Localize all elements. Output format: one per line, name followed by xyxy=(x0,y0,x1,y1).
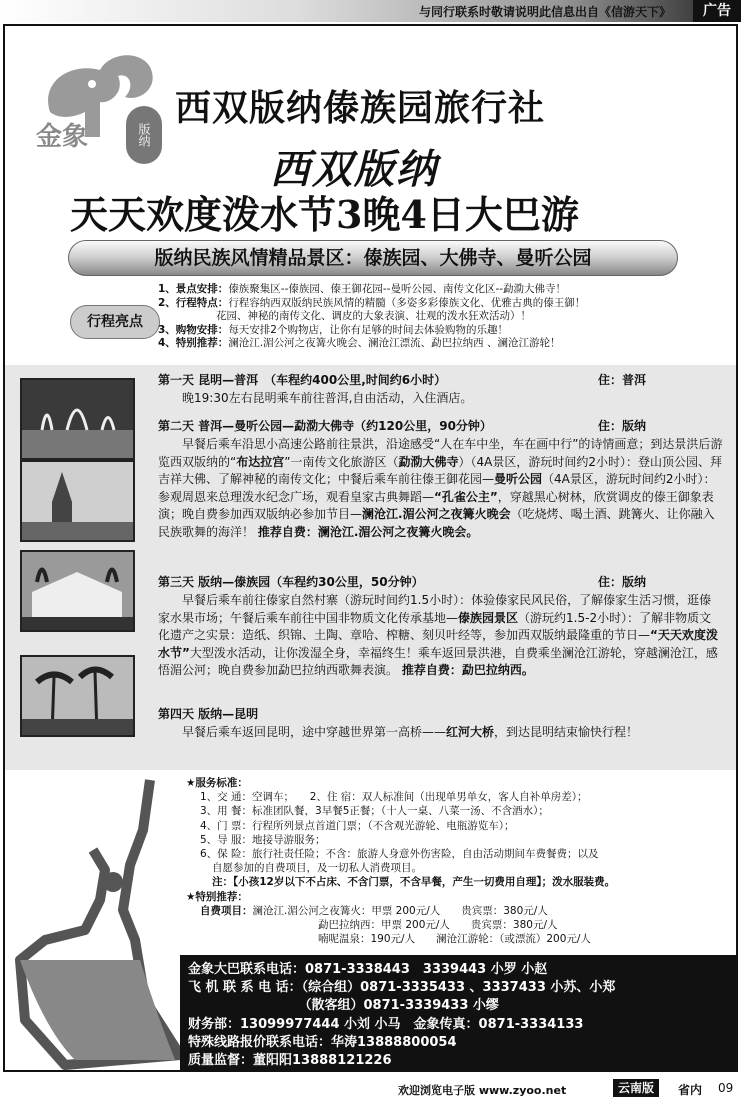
selfpay-line: 自费项目：澜沧江.湄公河之夜篝火：甲票 200元/人 贵宾票：380元/人 xyxy=(200,904,548,917)
contact-line: 财务部：13099977444 小刘 小马 金象传真：0871-3334133 xyxy=(188,1016,584,1032)
selfpay-line: 喃呢温泉：190元/人 澜沧江游轮：（或漂流）200元/人 xyxy=(318,933,591,946)
scenic-ribbon xyxy=(68,240,678,276)
recommend-title: ★特别推荐： xyxy=(186,890,248,903)
day-2-body: 早餐后乘车沿思小高速公路前往景洪，沿途感受“人在车中坐，车在画中行”的诗情画意；到达景洪后游览西双版纳的“布达拉宫”一南传文化旅游区（勐泐大佛寺）（4A景区，游玩时间约2小时）：登山顶公园、拜吉祥大佛、了解神秘的南传文化；中餐后乘车前往傣王御花园—曼听公园（4A景区，游玩时间约2小时）：参观周恩来总理泼水纪念广场，观看皇家古典舞蹈—“孔雀公主”，穿越黑心树林，欣赏调皮的傣王御象表演；晚自费参加西双版纳必参加节目—澜沧江.湄公河之夜篝火晚会（吃烧烤、喝土酒、跳篝火、让你融入民族歌舞的海洋！ 推荐自费：澜沧江.湄公河之夜篝火晚会。 xyxy=(158,437,723,539)
top-banner xyxy=(0,0,741,22)
service-note: 注：【小孩12岁以下不占床、不含门票，不含早餐，产生一切费用自理】；泼水服装费。 xyxy=(212,876,616,889)
services-title: ★服务标准： xyxy=(186,777,248,789)
day-1-body: 晚19:30左右昆明乘车前往普洱,自由活动，入住酒店。 xyxy=(182,391,473,405)
dai-village-photo xyxy=(20,550,135,632)
day-1-title: 第一天 昆明—普洱 （车程约400公里,时间约6小时） xyxy=(158,373,447,387)
highlight-item: 3、购物安排：每天安排2个购物店，让你有足够的时间去体验购物的乐趣！ xyxy=(158,323,508,336)
logo-badge: 版纳 xyxy=(126,106,162,164)
page-footer xyxy=(0,1074,741,1100)
day-3-title: 第三天 版纳—傣族园（车程约30公里，50分钟） xyxy=(158,575,424,589)
day-2-title: 第二天 普洱—曼听公园—勐泐大佛寺（约120公里，90分钟） xyxy=(158,419,492,433)
day-4-title: 第四天 版纳—昆明 xyxy=(158,707,259,721)
day-4-body: 早餐后乘车返回昆明，途中穿越世界第一高桥——红河大桥，到达昆明结束愉快行程！ xyxy=(182,725,639,739)
service-line: 自愿参加的自费项目，及一切私人消费项目。 xyxy=(212,862,422,875)
service-line: 1、交 通：空调车； 2、住 宿：双人标准间（出现单男单女，客人自补单房差）； xyxy=(200,791,588,804)
source-notice: 与同行联系时敬请说明此信息出自《信游天下》 xyxy=(418,5,671,19)
agency-name: 西双版纳傣族园旅行社 xyxy=(175,88,546,129)
day-1-stay: 住：普洱 xyxy=(598,373,647,387)
selfpay-line: 勐巴拉纳西：甲票 200元/人 贵宾票：380元/人 xyxy=(318,919,558,932)
service-line: 6、保 险：旅行社责任险；不含：旅游人身意外伤害险，自由活动期间车费餐费；以及 xyxy=(200,848,599,861)
highlight-item: 花园、神秘的南传文化、调皮的大象表演、壮观的泼水狂欢活动）！ xyxy=(216,310,531,322)
day-3 xyxy=(158,574,723,680)
day-2-stay: 住：版纳 xyxy=(598,419,647,433)
contact-line: 金象大巴联系电话：0871-3338443 3339443 小罗 小赵 xyxy=(188,962,548,977)
highlight-item: 4、特别推荐：澜沧江.湄公河之夜篝火晚会、澜沧江漂流、勐巴拉纳西 、澜沧江游轮！ xyxy=(158,337,561,349)
temple-photo xyxy=(20,460,135,542)
contact-line: 质量监督：董阳阳13888121226 xyxy=(188,1053,392,1069)
footer-section: 省内 xyxy=(678,1083,703,1097)
contact-line: 飞 机 联 系 电 话：（综合组）0871-3335433 、3337433 小苏、小郑 xyxy=(188,980,616,996)
contact-line: 特殊线路报价联系电话：华涛13888800054 xyxy=(188,1034,457,1050)
script-title: 西双版纳 xyxy=(270,146,438,193)
service-line: 3、用 餐：标准团队餐，3早餐5正餐；（十人一桌、八菜一汤、不含酒水）； xyxy=(200,805,549,818)
palm-garden-photo xyxy=(20,655,135,737)
day-3-stay: 住：版纳 xyxy=(598,575,647,589)
page-number: 09 xyxy=(718,1081,734,1095)
footer-welcome: 欢迎浏览电子版 www.zyoo.net xyxy=(398,1084,567,1097)
contact-line: （散客组）0871-3339433 小缪 xyxy=(188,998,499,1014)
day-3-body: 早餐后乘车前往傣家自然村寨（游玩时间约1.5小时）：体验傣家民风民俗，了解傣家生活习惯，逛傣家水果市场；午餐后乘车前往中国非物质文化传承基地—傣族园景区（游玩约1.5-2小时）：了解非物质文化遗产之实景：造纸、织锦、土陶、章哈、榨糖、刻贝叶经等，参加西双版纳最隆重的节日—“天天欢度泼水节”大型泼水活动，让你泼湿全身，幸福终生！乘车返回景洪港，自费乘坐澜沧江游轮，穿越澜沧江，感悟湄公河；晚自费参加勐巴拉纳西歌舞表演。 推荐自费：勐巴拉纳西。 xyxy=(158,593,718,678)
service-line: 5、导 服：地接导游服务； xyxy=(200,833,326,846)
highlight-item: 1、景点安排：傣族聚集区--傣族园、傣王御花园--曼听公园、南传文化区--勐泐大佛寺！ xyxy=(158,283,567,295)
day-2 xyxy=(158,418,723,542)
tour-headline: 天天欢度泼水节3晚4日大巴游 xyxy=(70,192,579,237)
ad-tag: 广告 xyxy=(693,0,741,22)
footer-region: 云南版 xyxy=(613,1079,659,1097)
highlights-list xyxy=(158,283,723,351)
service-line: 4、门 票：行程所列景点首道门票；（不含观光游轮、电瓶游览车）； xyxy=(200,819,515,832)
day-1 xyxy=(158,372,723,408)
agency-logo xyxy=(30,42,165,162)
ribbon-text: 版纳民族风情精品景区：傣族园、大佛寺、曼听公园 xyxy=(154,247,592,269)
logo-text: 金象 xyxy=(36,122,89,152)
highlight-item: 2、行程特点：行程容纳西双版纳民族风情的精髓（多姿多彩傣族文化、优雅古典的傣王御！ xyxy=(158,296,586,309)
dancer-image xyxy=(5,770,185,1070)
highlights-label: 行程亮点 xyxy=(70,305,160,339)
contact-box xyxy=(180,955,736,1070)
service-standards xyxy=(186,776,726,946)
day-4 xyxy=(158,706,723,742)
fountain-photo xyxy=(20,378,135,460)
